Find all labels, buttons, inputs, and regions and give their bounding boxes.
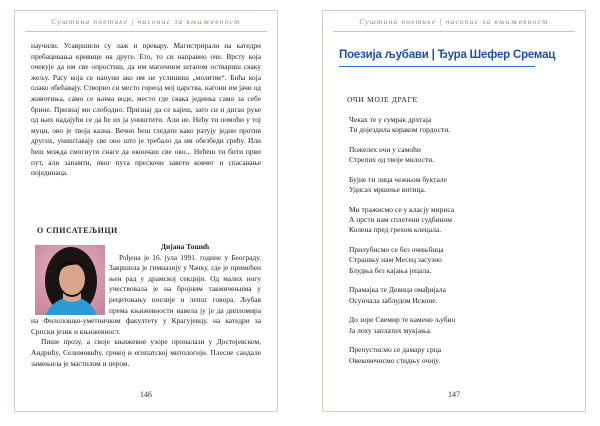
stanza [349, 175, 455, 195]
stanza [349, 205, 455, 236]
story-paragraph: научили. Усавршили су лаж и превару. Магистрирали на катедри пребацивања кривице на друге. Ето, то си направио оче. Врсту која очекује да им све опростиш, да им магичним штапом оствариш сваку жељу. Расу која се напуни ако им не услишиш „молитве“. Бића која олако обећавају. Створио си место гореод мој царства, нагони им јачи од животиња, само се њима воде, место где свака јединка само за себе брине. Признај ми слободно. Признај да се кајеш, зато си и дигао руке од њих надајући се да ће их ја уништити. Али не. Нећу ти помоћи у тој муци, ово је твоја казна. Вечно ћеш гледати како ратују једни против других, уништавају све оно што је требало да им обезбеди срећу. Или ћеш можда смогнути снаге да окончаш све ово... Нећеш ти бити први пут, али запамти, овог пута прескочи завети ковчег и спасавање појединаца. [31, 41, 261, 178]
poem-line: Прилубисмо се без очињбица [349, 245, 444, 255]
title-underline [339, 66, 535, 67]
page-number: 146 [140, 390, 152, 399]
poem-line: Осунчала заблудом Исконе. [349, 295, 438, 305]
poem-line: Колена пред грехом клецала. [349, 225, 442, 235]
poem-line: А прсти нам сплетени судбином [349, 215, 452, 225]
poem-line: Пожелех очи у самоћи [349, 145, 421, 154]
stanza [349, 315, 455, 335]
stanza [349, 345, 455, 365]
header-divider [333, 31, 575, 32]
author-bio-paragraph-2: Пише прозу, а своје књижевне узоре проналази у Достојевском, Андрићу, Селимовићу, грчкој и египатској митологији. Плесне сандале замењила је мастилом и пером. [31, 337, 261, 368]
poem-line: Стрепих од твоје милости. [349, 155, 434, 165]
stanza [349, 145, 455, 165]
author-photo [35, 245, 105, 315]
story-text [31, 41, 261, 179]
left-page [14, 10, 278, 412]
poem-line: Препустисмо се дамару срца [349, 345, 442, 355]
poem-heading: ОЧИ МОЈЕ ДРАГЕ [347, 95, 418, 104]
poem-line: Блудња без кајања јецала. [349, 265, 432, 275]
section-title: О СПИСАТЕЉИЦИ [37, 226, 118, 235]
header-divider [25, 31, 267, 32]
poem-line: Овековечисмо стидњу очију. [349, 355, 441, 365]
stanza [349, 115, 455, 135]
poem-line: Страшњу нам Месец засузио [349, 255, 442, 265]
stanza [349, 245, 455, 276]
stanza [349, 285, 455, 305]
poem-body [349, 115, 455, 375]
author-bio-paragraph-1: Рођена је 16. јула 1991. године у Београду. Завршила је гимназију у Чачку, где је примећен њен рад у драмској секцији. Од малих ногу учествовала је на бројним такмичењима у рецитовању поезије и лепог говора. Љубав према књижевности навела ју је да дипломира на Филолошко-уметничком факултету у Крагујевцу, на катедри за Српски језик и књижевност. [31, 252, 261, 336]
poem-line: Прамајка те Девица омађијала [349, 285, 446, 295]
page-header: Суштина поетике | часопис за књижевност [51, 17, 241, 26]
poem-line: Ми тражисмо се у класју мириса [349, 205, 455, 214]
poem-line: Чеках те у сумрак дрхтаја [349, 115, 432, 124]
poem-line: Ја лоху заплатих мукјања. [349, 325, 432, 335]
poem-line: Удисах мршење витица. [349, 185, 426, 195]
poem-line: До зоре Свемир те камено љубио [349, 315, 456, 325]
page-header: Суштина поетике | часопис за књижевност [359, 17, 549, 26]
author-name: Дијана Тошић [160, 242, 210, 251]
poem-line: Бујне ти лица чежњом буктале [349, 175, 447, 184]
poem-line: Ти дојездила кораком гордости. [349, 125, 451, 135]
poem-section-title: Поезија љубави | Ђура Шефер Сремац [339, 49, 556, 61]
right-page [322, 10, 586, 412]
page-number: 147 [448, 390, 460, 399]
